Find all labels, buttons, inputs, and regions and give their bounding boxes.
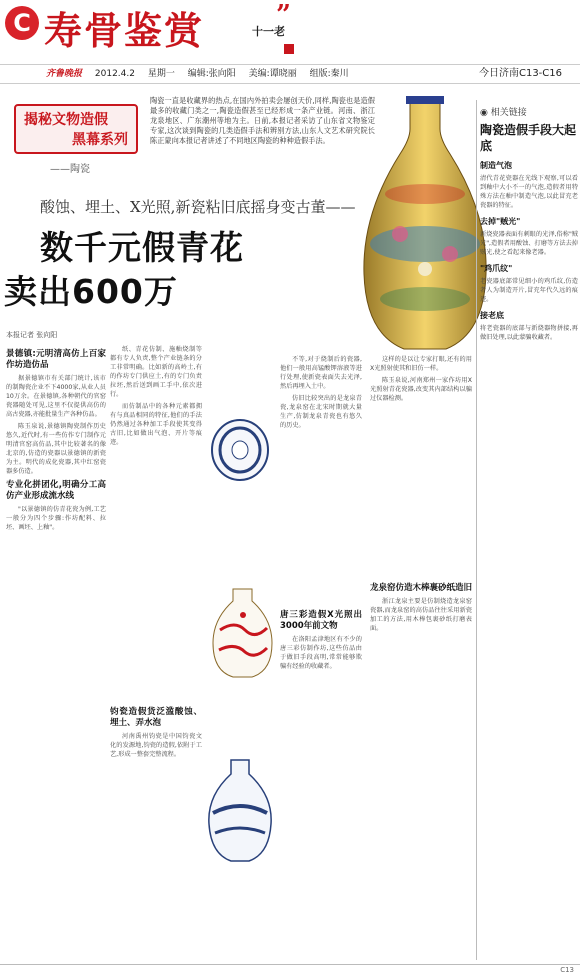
sidebar-section-head: 接老底 [480,311,504,320]
sidebar-section-head: 制造气泡 [480,161,512,170]
headline [4,226,244,314]
editor-credit: 编辑:张向阳 [187,69,236,79]
sidebar-section-head: "鸡爪纹" [480,264,513,273]
sidebar-section-text: 清代青花瓷器在光线下观察,可以看到釉中大小不一的气泡,造假者用特殊方法在釉中制造气泡,以此冒充老瓷器的特征。 [480,175,578,209]
paragraph: 在洛阳孟津地区有不少的唐三彩仿制作坊,这些仿品由于做旧手段高明,常常能够欺骗有经验的收藏者。 [280,636,362,670]
paragraph: 陈玉泉说,河南郑州一家作坊用X光照射青花瓷器,改变其内部结构以骗过仪器检测。 [370,377,472,402]
blue-white-bowl-image [210,415,270,485]
proof-credit: 组版:秦川 [309,69,349,79]
paper-name: 齐鲁晚报 [46,69,83,79]
sidebar-section-text: 老瓷器底部常见细小的鸡爪纹,仿造者人为制造开片,冒充年代久远的痕迹。 [480,278,578,303]
paragraph: 纸、青花仿制、施釉烧制等都有专人负责,整个产业链条的分工非常明确。比如新的高岭土,有的作坊专门供应土,有的专门负责拉坯,然后送到画工手中,依次进行。 [110,346,202,398]
column-1 [6,345,106,535]
paragraph: 这样的是以让专家打眼,还有的用X光照射使其和旧仿一样。 [370,356,472,372]
headline-line-2: 卖出600万 [4,272,178,311]
badge-line-2: 黑幕系列 [72,132,128,148]
paragraph: "以景德镇的仿青花瓷为例,工艺一般分为四个步骤:作坊配料、拉坯、画坯、上釉"。 [6,506,106,531]
column-2 [110,345,202,762]
issue-date: 2012.4.2 [94,69,135,79]
sidebar-section-text: 新烧瓷器表面有刺眼的光泽,俗称"贼光",造假者用酸蚀、打磨等方法去掉贼光,使之看起来像老器。 [480,231,578,256]
red-seal-icon [284,44,294,54]
paragraph: 河南禹州钧瓷是中国钧瓷文化的发源地,钧瓷的造假,依附于工艺,形成一整套完整流程。 [110,733,202,758]
blue-white-vase-image [205,758,275,863]
red-dragon-vase-image [205,585,280,680]
related-links-sidebar [480,105,578,342]
section-logo: C [5,6,39,40]
masthead-calligraphy: 十一老 [252,25,285,38]
subhead: 唐三彩造假X光照出3000年前文物 [280,610,362,631]
deck-line: 酸蚀、埋土、X光照,新瓷粘旧底摇身变古董—— [40,198,356,216]
page-footer: C13 [0,964,580,975]
column-4 [370,355,472,636]
famille-rose-vase-image [360,94,490,354]
paragraph: 不等,对于烧制后的瓷器,他们一般用高锰酸钾溶液等进行处理,使新瓷表面失去光泽,然后再埋入土中。 [280,356,362,390]
subhead: 景德镇:元明清高仿上百家作坊造仿品 [6,349,106,370]
info-bar [0,64,580,84]
series-subtitle: ——陶瓷 [50,164,90,175]
section-pages: 今日济南C13-C16 [478,68,562,79]
paragraph: 而仿制品中的各种元素都拥有与真品相同的特征,他们的手法仍然通过各种加工手段使其变得古旧,比如做出气泡、开片等痕迹。 [110,403,202,446]
sidebar-divider [476,100,477,960]
sidebar-section-text: 将老瓷器的底部与新烧器物拼接,再做旧处理,以此蒙骗收藏者。 [480,325,578,341]
paragraph: 仿旧比较突出的是龙泉青瓷,龙泉窑在北宋时期就大量生产,仿制龙泉青瓷也有悠久的历史。 [280,395,362,429]
paragraph: 据景德镇市有关部门统计,该市的制陶瓷企业不下4000家,从业人员10万余。在景德镇,各种朝代的官窑瓷器随处可见,这里不仅提供高仿的高古瓷器,亦能批量生产各种仿品。 [6,375,106,418]
sidebar-section-head: 去掉"贼光" [480,217,521,226]
lead-paragraph: 陶瓷一直是收藏界的热点,在国内外拍卖会屡创天价,同样,陶瓷也是造假最多的收藏门类之一,陶瓷造假甚至已经形成一条产业链。河南、浙江龙泉地区、广东潮州等地为主。日前,本报记者采访了山东省文物鉴定专家,这次谈到陶瓷的几类造假手法和辨别方法,山东人文艺术研究院长陈正蒙向本报记者讲述了不同地区陶瓷的种种造假手法。 [150,96,375,145]
series-badge [14,104,138,154]
designer-credit: 美编:谭晓丽 [248,69,297,79]
quote-mark-icon: ” [276,0,291,30]
paragraph: 陈玉泉说,景德镇陶瓷制作历史悠久,近代时,有一些仿作专门制作元明清官窑高仿品,其中比较著名的像北京的,仿造的瓷器以景德镇的新瓷为主。明代的成化瓷器,其中红窑瓷器多仿造。 [6,423,106,475]
subhead: 专业化拼团化,明确分工高仿产业形成流水线 [6,480,106,501]
sidebar-title: 陶瓷造假手段大起底 [480,123,577,153]
byline: 本报记者 张向阳 [6,331,58,339]
subhead: 钧瓷造假货泛滥酸蚀、埋土、弄水泡 [110,707,202,728]
masthead-title: 寿骨鉴赏 [44,8,205,53]
paragraph: 浙江龙泉主要是仿制烧造龙泉窑瓷器,而龙泉窑的高仿品往往采用新瓷加工的方法,用木棒包裹砂纸打磨表面。 [370,598,472,632]
column-3 [280,355,362,674]
weekday: 星期一 [147,69,175,79]
badge-line-1: 揭秘文物造假 [24,112,108,128]
sidebar-tag: ◉ 相关链接 [480,108,527,118]
subhead: 龙泉窑仿造木棒裹砂纸造旧 [370,583,473,593]
headline-line-1: 数千元假青花 [40,228,244,267]
